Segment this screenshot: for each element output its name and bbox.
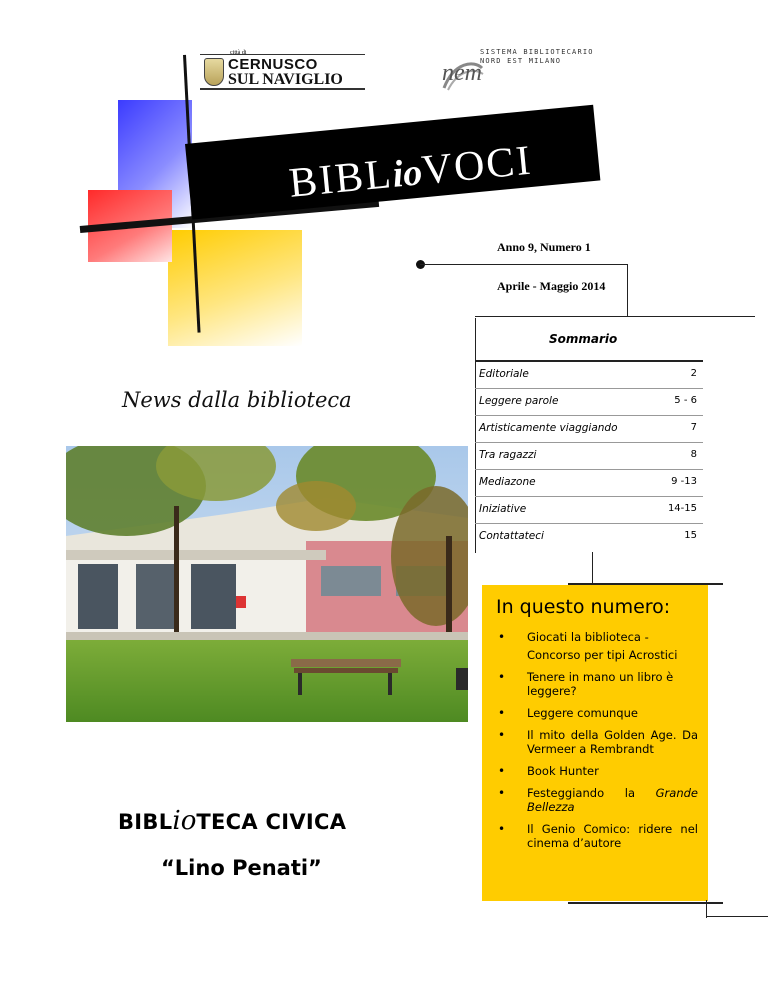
logo-rule-top [200,54,365,55]
news-heading: News dalla biblioteca [122,388,352,412]
summary-item-page: 8 [690,449,697,460]
summary-item-label: Artisticamente viaggiando [479,422,618,434]
corner-rule [706,916,768,917]
decorative-yellow-square [168,230,302,346]
summary-row-tra-ragazzi[interactable] [475,443,703,470]
summary-item-label: Leggere parole [479,395,559,407]
summary-item-page: 7 [690,422,697,433]
list-item-emphasis: Grande Bellezza [527,786,698,814]
coat-of-arms-icon [204,58,224,86]
summary-item-label: Contattateci [479,530,544,542]
summary-item-label: Iniziative [479,503,527,515]
summary-item-label: Tra ragazzi [479,449,537,461]
library-subtitle: “Lino Penati” [161,856,322,880]
summary-row-iniziative[interactable] [475,497,703,524]
summary-item-page: 5 - 6 [674,395,697,406]
summary-item-label: Mediazone [479,476,536,488]
summary-row-contattateci[interactable] [475,524,703,551]
summary-row-leggere-parole[interactable] [475,389,703,416]
logo-city-name-line1: CERNUSCO [228,56,318,73]
issue-divider [420,264,628,265]
list-item-continuation: Concorso per tipi Acrostici [527,648,678,662]
summary-row-editoriale[interactable] [475,362,703,389]
list-item [492,786,698,814]
title-part-voci: VOCI [419,137,535,195]
library-name-part-bibl: BIBL [118,810,173,834]
summary-item-page: 2 [690,368,697,379]
logo-rule-bottom [200,88,365,90]
summary-item-page: 9 -13 [671,476,697,487]
summary-title: Sommario [549,332,618,346]
list-item-text: Festeggiando la [527,786,635,800]
issue-vertical-rule [627,264,628,316]
summary-item-page: 15 [684,530,697,541]
library-building-image [66,446,468,722]
library-name-part-io: io [172,806,197,836]
logo-city-label: città di [230,50,247,56]
summary-top-rule [475,316,755,317]
library-name-part-rest: TECA CIVICA [196,810,347,834]
nem-region-label: NORD EST MILANO [480,57,562,65]
box-top-vertical-rule [592,552,593,584]
issue-date: Aprile - Maggio 2014 [497,279,606,293]
list-item: • Tenere in mano un libro è leggere? [492,670,698,698]
title-part-io: io [390,151,425,196]
library-photo [66,446,468,722]
box-top-rule [568,583,723,585]
box-bottom-rule [568,902,723,904]
list-item: • Leggere comunque [492,706,698,720]
list-item: • Book Hunter [492,764,698,778]
summary-item-page: 14-15 [667,503,697,514]
in-this-issue-list [492,630,698,858]
list-item: • Il mito della Golden Age. Da Vermeer a Rembrandt [492,728,698,756]
cernusco-logo [200,48,365,90]
summary-item-label: Editoriale [479,368,529,380]
summary-table [475,360,703,551]
nem-logo [440,48,600,98]
library-name [118,806,346,836]
title-part-bibl: BIBL [287,151,395,207]
list-item: • Giocati la biblioteca - [492,630,698,644]
nem-system-label: SISTEMA BIBLIOTECARIO [480,48,594,56]
nem-monogram: nem [442,60,482,86]
logo-city-name-line2: SUL NAVIGLIO [228,71,343,88]
summary-row-artisticamente[interactable] [475,416,703,443]
summary-row-mediazone[interactable] [475,470,703,497]
list-item: • Il Genio Comico: ridere nel cinema d’autore [492,822,698,850]
issue-number: Anno 9, Numero 1 [497,240,591,254]
in-this-issue-title: In questo numero: [496,596,671,618]
